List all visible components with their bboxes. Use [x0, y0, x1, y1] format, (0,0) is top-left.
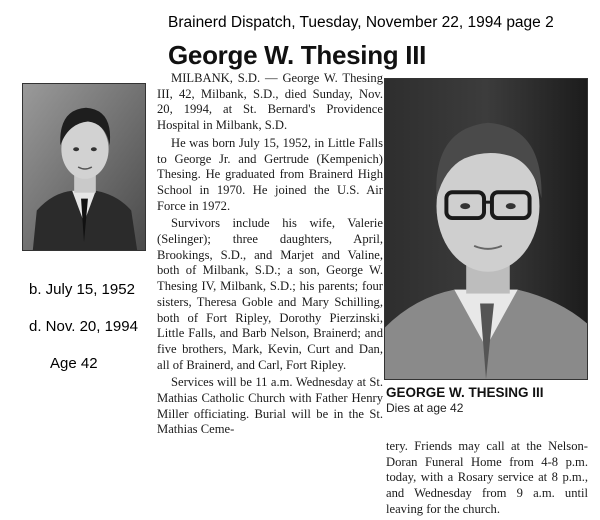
- photo-caption-name: GEORGE W. THESING III: [386, 385, 544, 400]
- newspaper-dateline: Brainerd Dispatch, Tuesday, November 22, 1994 page 2: [168, 14, 554, 31]
- age-at-death: Age 42: [50, 355, 98, 372]
- obituary-body-column: [157, 71, 383, 440]
- birth-date: b. July 15, 1952: [29, 281, 135, 298]
- death-date: d. Nov. 20, 1994: [29, 318, 138, 335]
- obituary-paragraph: Services will be 11 a.m. Wednesday at St. Mathias Catholic Church with Father Henry Miller officiating. Burial will be in the St. Mathias Ceme-: [157, 375, 383, 437]
- youth-portrait-photo: [22, 83, 146, 251]
- obituary-paragraph: Survivors include his wife, Valerie (Selinger); three daughters, April, Brookings, S.D., and Marjet and Valine, both of Milbank, S.D.; a son, George W. Thesing IV, Milbank, S.D.; his parents; four sisters, Theresa Goble and Mary Schilling, both of Fort Ripley, Dorothy Pierzinski, Little Falls, and Barb Nelson, Brainerd; and five brothers, Mark, Kevin, Curt and Dan, all of Brainerd, and Carl, Fort Ripley.: [157, 216, 383, 372]
- adult-portrait-image: [385, 79, 587, 379]
- obituary-continuation: tery. Friends may call at the Nelson-Doran Funeral Home from 4-8 p.m. today, with a Rosary service at 8 p.m., and Wednesday from 9 a.m. until leaving for the church.: [386, 439, 588, 516]
- obituary-paragraph: He was born July 15, 1952, in Little Falls to George Jr. and Gertrude (Kempenich) Thesing. He graduated from Brainerd High School in 1970. He joined the U.S. Air Force in 1972.: [157, 135, 383, 213]
- adult-portrait-photo: [384, 78, 588, 380]
- photo-caption-subtitle: Dies at age 42: [386, 401, 464, 415]
- youth-portrait-image: [23, 84, 145, 250]
- obituary-paragraph: MILBANK, S.D. — George W. Thesing III, 42, Milbank, S.D., died Sunday, Nov. 20, 1994, at St. Bernard's Providence Hospital in Milbank, S.D.: [157, 71, 383, 133]
- obituary-headline: George W. Thesing III: [168, 40, 427, 70]
